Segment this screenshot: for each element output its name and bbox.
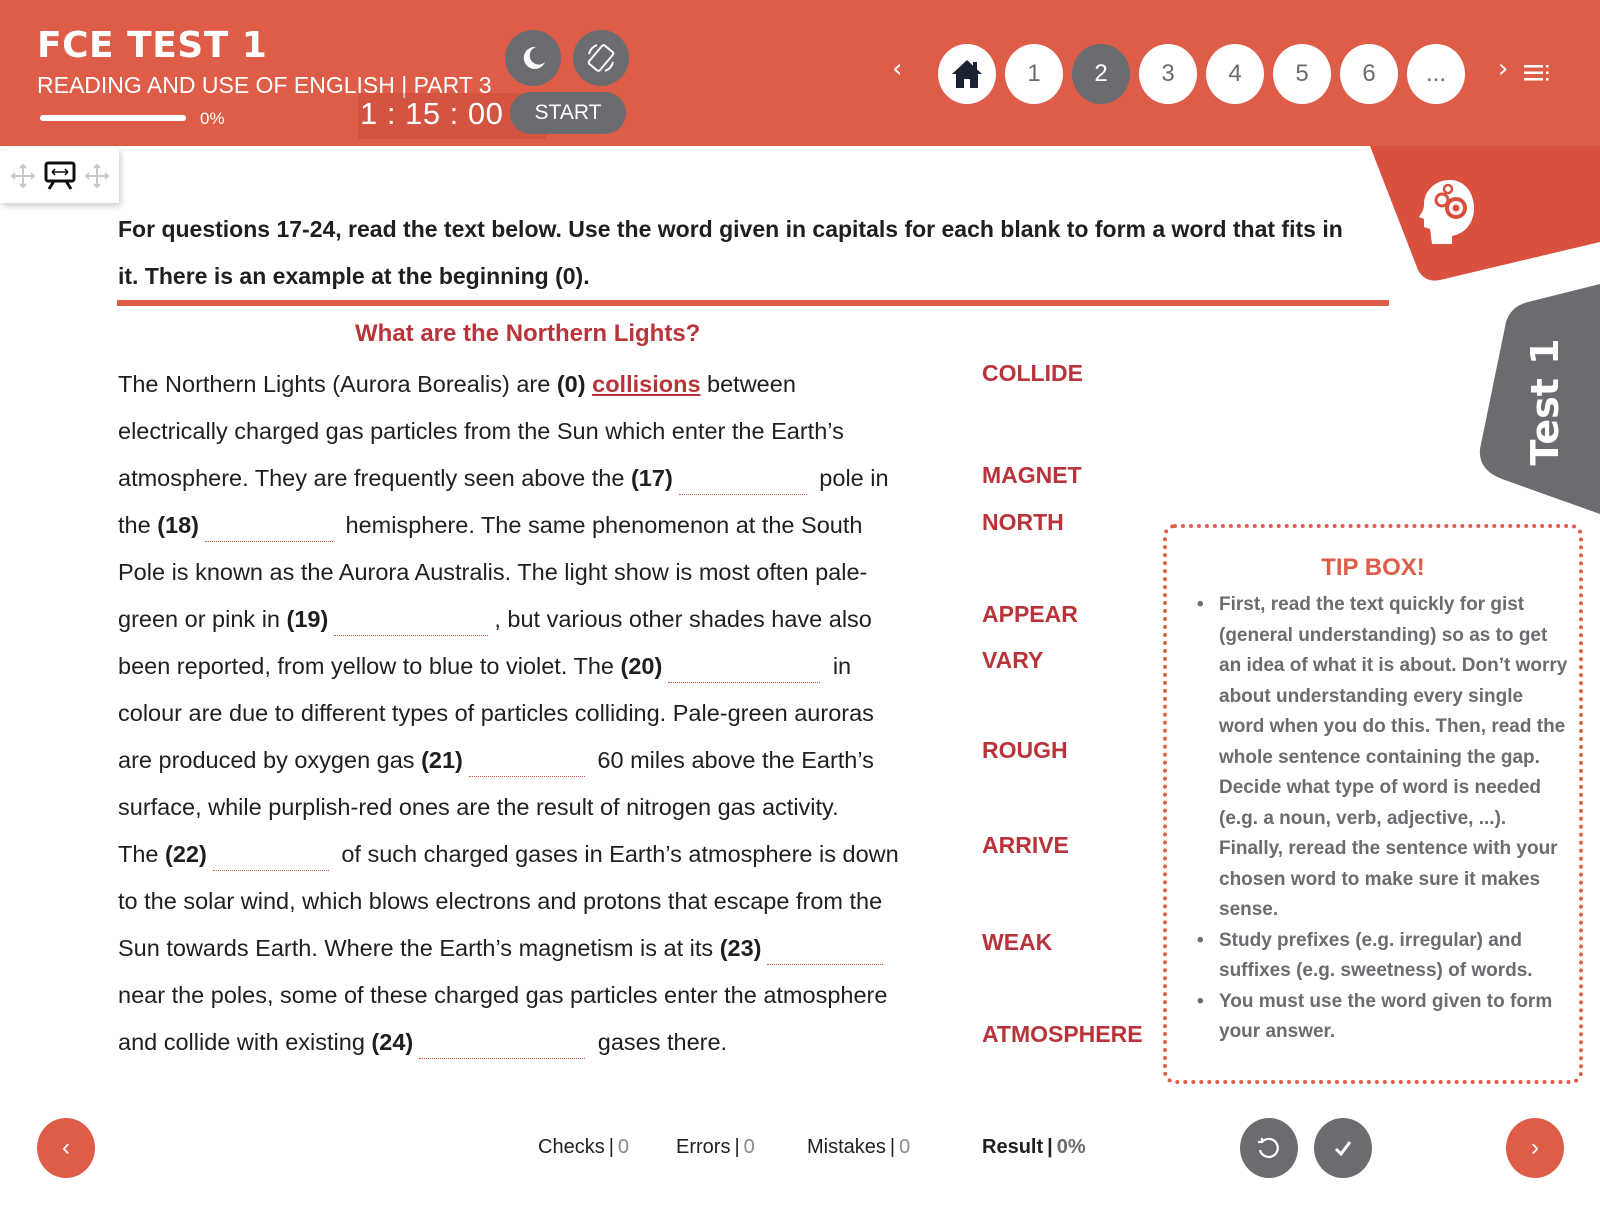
progress-bar bbox=[40, 115, 186, 121]
answer-gap-22[interactable] bbox=[213, 843, 329, 871]
separator: | bbox=[734, 1136, 740, 1158]
answer-gap-20[interactable] bbox=[668, 655, 820, 683]
page-button-1[interactable]: 1 bbox=[1005, 44, 1063, 104]
pagination-next-button[interactable]: › bbox=[1498, 54, 1509, 84]
errors-value: 0 bbox=[743, 1136, 755, 1158]
answer-gap-19[interactable] bbox=[334, 608, 488, 636]
passage-text: 60 miles above the Earth’s bbox=[590, 747, 874, 773]
tip-list bbox=[1219, 590, 1569, 1048]
app-title: FCE TEST 1 bbox=[37, 25, 268, 66]
passage-text: gases there. bbox=[591, 1029, 728, 1055]
previous-page-button[interactable]: ‹ bbox=[37, 1118, 95, 1178]
passage-text: the bbox=[118, 512, 158, 538]
passage-text: to the solar wind, which blows electrons and protons that escape from the bbox=[118, 888, 883, 914]
passage-text: hemisphere. The same phenomenon at the South bbox=[339, 512, 863, 538]
passage-line bbox=[118, 737, 958, 784]
answer-gap-23[interactable] bbox=[767, 937, 883, 965]
passage-text: surface, while purplish-red ones are the result of nitrogen gas activity. bbox=[118, 794, 839, 820]
start-button[interactable]: START bbox=[510, 92, 626, 134]
passage-text: The Northern Lights (Aurora Borealis) are bbox=[118, 371, 557, 397]
moon-icon bbox=[518, 43, 548, 73]
page-button-5[interactable]: 5 bbox=[1273, 44, 1331, 104]
keyword-18: NORTH bbox=[982, 509, 1064, 535]
checks-value: 0 bbox=[617, 1136, 630, 1158]
keyword-20: VARY bbox=[982, 647, 1044, 673]
night-mode-button[interactable] bbox=[505, 30, 561, 86]
answer-gap-18[interactable] bbox=[205, 514, 333, 542]
passage-line bbox=[118, 831, 958, 878]
passage-line bbox=[118, 784, 958, 831]
checks-stat bbox=[538, 1136, 629, 1159]
move-icon[interactable] bbox=[84, 163, 110, 189]
question-number: (17) bbox=[630, 465, 673, 491]
progress-label: 0% bbox=[200, 109, 225, 128]
page-button-2[interactable]: 2 bbox=[1072, 44, 1130, 104]
question-number: (20) bbox=[620, 653, 663, 679]
move-icon[interactable] bbox=[10, 163, 36, 189]
passage-text: electrically charged gas particles from the Sun which enter the Earth’s bbox=[118, 418, 844, 444]
tool-panel bbox=[0, 148, 119, 203]
passage-text: colour are due to different types of particles colliding. Pale-green auroras bbox=[118, 700, 874, 726]
passage-text: in bbox=[826, 653, 852, 679]
page-button-more[interactable]: ... bbox=[1407, 44, 1465, 104]
passage-text: between bbox=[700, 371, 796, 397]
question-number: (0) bbox=[556, 371, 586, 397]
example-answer: collisions bbox=[592, 371, 701, 397]
question-number: (23) bbox=[719, 935, 762, 961]
answer-gap-17[interactable] bbox=[679, 467, 807, 495]
question-number: (24) bbox=[371, 1029, 414, 1055]
rotate-screen-button[interactable] bbox=[573, 30, 629, 86]
passage-line bbox=[118, 878, 958, 925]
question-number: (22) bbox=[165, 841, 207, 867]
mistakes-label: Mistakes bbox=[807, 1136, 886, 1158]
passage-text: are produced by oxygen gas bbox=[118, 747, 422, 773]
passage-text: Sun towards Earth. Where the Earth’s magnetism is at its bbox=[118, 935, 720, 961]
passage bbox=[118, 361, 958, 1066]
result-value: 0% bbox=[1056, 1136, 1086, 1158]
passage-text: green or pink in bbox=[118, 606, 287, 632]
rotate-screen-icon bbox=[583, 40, 619, 76]
keyword-22: ARRIVE bbox=[982, 832, 1069, 858]
divider bbox=[117, 300, 1389, 306]
answer-input[interactable] bbox=[419, 1043, 585, 1070]
presentation-icon[interactable] bbox=[43, 160, 77, 192]
reset-icon bbox=[1255, 1134, 1283, 1162]
errors-stat bbox=[676, 1136, 755, 1159]
tip-item: • Study prefixes (e.g. irregular) and suffixes (e.g. sweetness) of words. bbox=[1219, 926, 1569, 987]
checkmark-icon bbox=[1332, 1137, 1354, 1159]
question-number: (18) bbox=[157, 512, 199, 538]
keyword-21: ROUGH bbox=[982, 737, 1068, 763]
separator: | bbox=[889, 1136, 896, 1158]
page-button-3[interactable]: 3 bbox=[1139, 44, 1197, 104]
passage-text: atmosphere. They are frequently seen above the bbox=[118, 465, 631, 491]
tip-box-title: TIP BOX! bbox=[1321, 554, 1425, 581]
answer-gap-21[interactable] bbox=[469, 749, 585, 777]
page-home-button[interactable] bbox=[938, 44, 996, 104]
passage-text: , but various other shades have also bbox=[494, 606, 872, 632]
result-label: Result bbox=[982, 1136, 1044, 1158]
app-subtitle: READING AND USE OF ENGLISH | PART 3 bbox=[37, 72, 492, 98]
question-number: (19) bbox=[286, 606, 329, 632]
next-page-button[interactable]: › bbox=[1506, 1118, 1564, 1178]
page-button-4[interactable]: 4 bbox=[1206, 44, 1264, 104]
passage-title: What are the Northern Lights? bbox=[355, 320, 701, 347]
passage-line bbox=[118, 408, 958, 455]
home-icon bbox=[950, 58, 984, 90]
mistakes-value: 0 bbox=[899, 1136, 911, 1158]
passage-text: pole in bbox=[812, 465, 889, 491]
check-answers-button[interactable] bbox=[1314, 1118, 1372, 1178]
tip-item: • First, read the text quickly for gist (general understanding) so as to get an idea of what it is about. Don’t worry about understanding every single word when you do this. Then, read the whole sentence containing the gap. Decide what type of word is needed (e.g. a noun, verb, adjective, ...). Finally, reread the sentence with your chosen word to make sure it makes sense. bbox=[1219, 590, 1569, 926]
passage-text: of such charged gases in Earth’s atmosphere is down bbox=[334, 841, 899, 867]
progress-fill bbox=[40, 115, 186, 121]
passage-text: Pole is known as the Aurora Australis. The light show is most often pale- bbox=[118, 559, 868, 585]
keyword-24: ATMOSPHERE bbox=[982, 1021, 1143, 1047]
passage-line bbox=[118, 502, 958, 549]
passage-line bbox=[118, 455, 958, 502]
brain-tab bbox=[1370, 146, 1600, 282]
pagination-prev-button[interactable]: ‹ bbox=[892, 54, 903, 84]
passage-text: and collide with existing bbox=[118, 1029, 372, 1055]
test-tab-label: Test 1 bbox=[1523, 338, 1567, 466]
passage-line bbox=[118, 925, 958, 972]
answer-gap-24[interactable] bbox=[419, 1031, 585, 1059]
checks-label: Checks bbox=[538, 1136, 605, 1158]
tip-box bbox=[1163, 524, 1583, 1084]
page-button-6[interactable]: 6 bbox=[1340, 44, 1398, 104]
keyword-17: MAGNET bbox=[982, 462, 1082, 488]
passage-text: near the poles, some of these charged gas particles enter the atmosphere bbox=[118, 982, 888, 1008]
passage-line bbox=[118, 549, 958, 596]
passage-text: been reported, from yellow to blue to violet. The bbox=[118, 653, 621, 679]
result-stat bbox=[982, 1136, 1086, 1159]
passage-line bbox=[118, 596, 958, 643]
keyword-19: APPEAR bbox=[982, 601, 1078, 627]
reset-button[interactable] bbox=[1240, 1118, 1298, 1178]
separator: | bbox=[1047, 1136, 1053, 1158]
timer: 1 : 15 : 00 bbox=[360, 96, 504, 131]
mistakes-stat bbox=[807, 1136, 910, 1159]
separator: | bbox=[608, 1136, 614, 1158]
errors-label: Errors bbox=[676, 1136, 731, 1158]
passage-line bbox=[118, 643, 958, 690]
passage-line bbox=[118, 690, 958, 737]
keyword-0: COLLIDE bbox=[982, 360, 1083, 386]
list-menu-icon[interactable] bbox=[1524, 64, 1550, 82]
passage-line bbox=[118, 361, 958, 408]
question-number: (21) bbox=[421, 747, 463, 773]
instructions: For questions 17-24, read the text below. Use the word given in capitals for each blank to form a word that fits in it. There is an example at the beginning (0). bbox=[118, 216, 1343, 289]
passage-text: The bbox=[118, 841, 166, 867]
header bbox=[0, 0, 1600, 146]
passage-line bbox=[118, 1019, 958, 1066]
keyword-23: WEAK bbox=[982, 929, 1053, 955]
passage-line bbox=[118, 972, 958, 1019]
tip-item: • You must use the word given to form your answer. bbox=[1219, 987, 1569, 1048]
